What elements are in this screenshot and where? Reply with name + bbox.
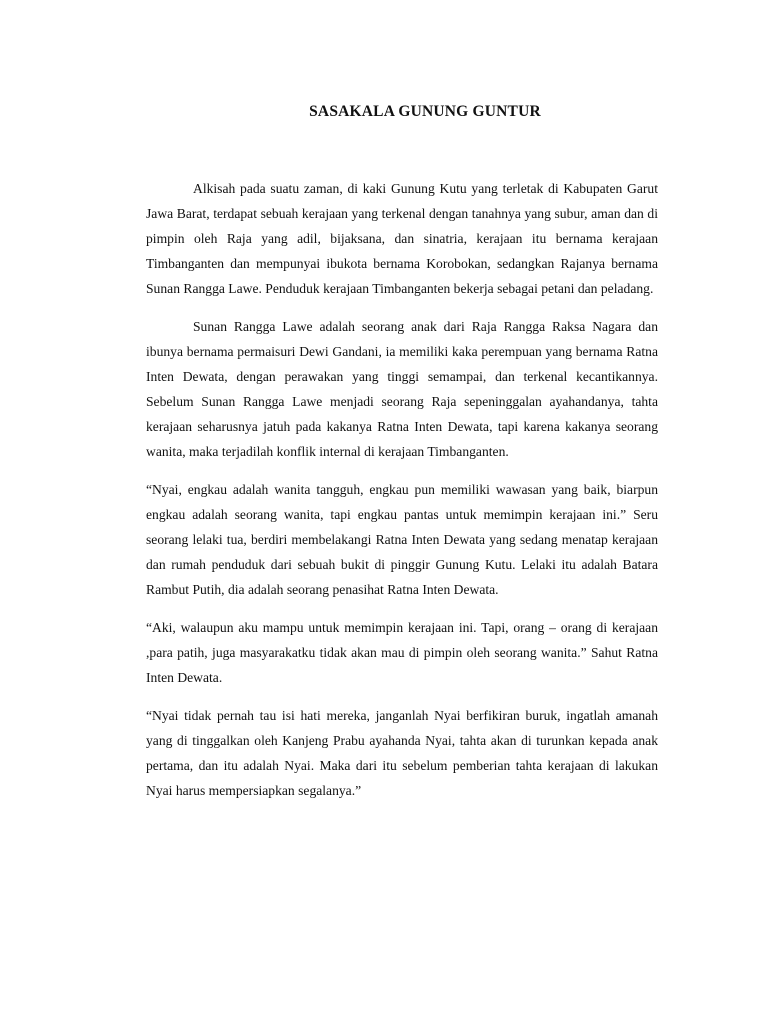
paragraph-4: “Aki, walaupun aku mampu untuk memimpin kerajaan ini. Tapi, orang – orang di kerajaan ,para patih, juga masyarakatku tidak akan mau di pimpin oleh seorang wanita.” Sahut Ratna Inten Dewata. [146,620,658,685]
paragraph-5: “Nyai tidak pernah tau isi hati mereka, janganlah Nyai berfikiran buruk, ingatlah amanah yang di tinggalkan oleh Kanjeng Prabu ayahanda Nyai, tahta akan di turunkan kepada anak pertama, dan itu adalah Nyai. Maka dari itu sebelum pemberian tahta kerajaan di lakukan Nyai harus mempersiapkan segalanya.” [146,708,658,798]
paragraph-2: Sunan Rangga Lawe adalah seorang anak dari Raja Rangga Raksa Nagara dan ibunya bernama permaisuri Dewi Gandani, ia memiliki kaka perempuan yang bernama Ratna Inten Dewata, dengan perawakan yang tinggi semampai, dan terkenal kecantikannya. Sebelum Sunan Rangga Lawe menjadi seorang Raja sepeninggalan ayahandanya, tahta kerajaan seharusnya jatuh pada kakanya Ratna Inten Dewata, tapi karena kakanya seorang wanita, maka terjadilah konflik internal di kerajaan Timbanganten. [146,319,658,459]
document-title: SASAKALA GUNUNG GUNTUR [309,103,541,120]
paragraph-1: Alkisah pada suatu zaman, di kaki Gunung Kutu yang terletak di Kabupaten Garut Jawa Barat, terdapat sebuah kerajaan yang terkenal dengan tanahnya yang subur, aman dan di pimpin oleh Raja yang adil, bijaksana, dan sinatria, kerajaan itu bernama kerajaan Timbanganten dan mempunyai ibukota bernama Korobokan, sedangkan Rajanya bernama Sunan Rangga Lawe. Penduduk kerajaan Timbanganten bekerja sebagai petani dan peladang. [146,181,658,296]
paragraph-3: “Nyai, engkau adalah wanita tangguh, engkau pun memiliki wawasan yang baik, biarpun engkau adalah seorang wanita, tapi engkau pantas untuk memimpin kerajaan ini.” Seru seorang lelaki tua, berdiri membelakangi Ratna Inten Dewata yang sedang menatap kerajaan dan rumah penduduk dari sebuah bukit di pinggir Gunung Kutu. Lelaki itu adalah Batara Rambut Putih, dia adalah seorang penasihat Ratna Inten Dewata. [146,482,658,597]
document-body [146,176,658,816]
